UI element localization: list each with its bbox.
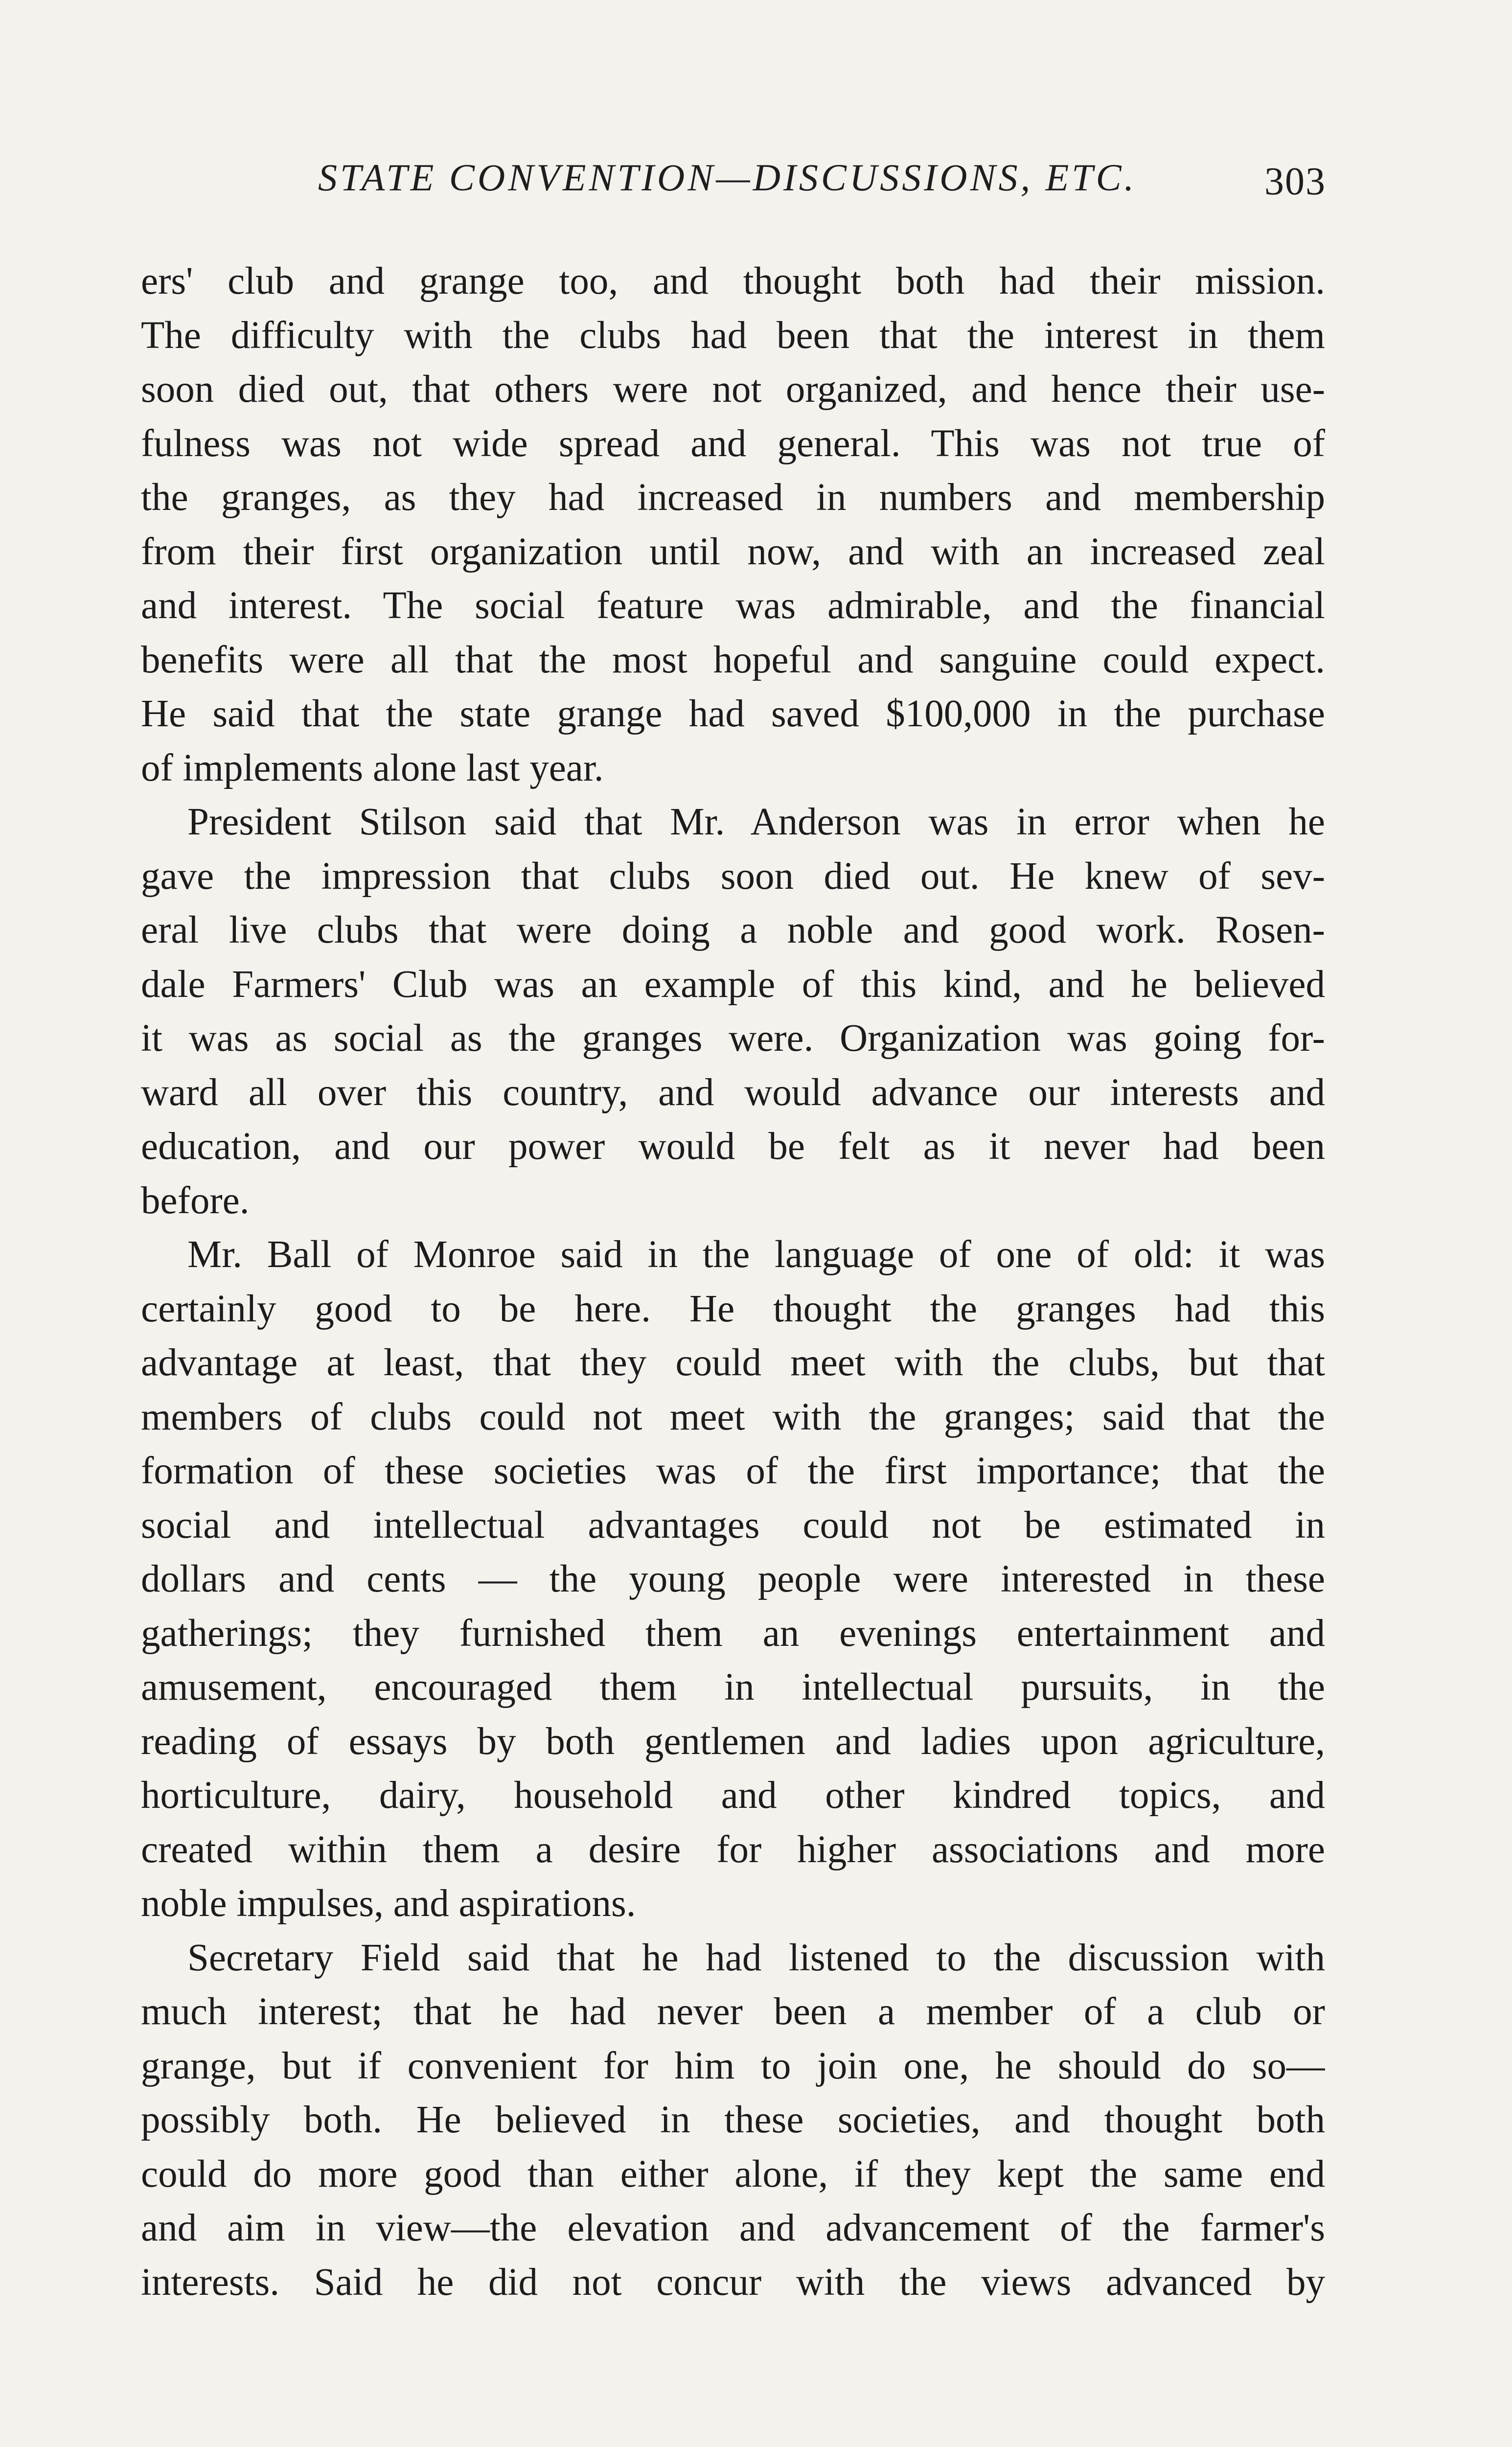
- text-line: grange, but if convenient for him to join one, he should do so—: [141, 2044, 1325, 2087]
- text-line: created within them a desire for higher associations and more: [141, 1828, 1325, 1871]
- text-line: amusement, encouraged them in intellectual pursuits, in the: [141, 1666, 1325, 1708]
- text-line: ers' club and grange too, and thought both had their mission.: [141, 260, 1325, 302]
- paragraph: [141, 1931, 1325, 2310]
- text-line: Secretary Field said that he had listened to the discussion with: [187, 1936, 1325, 1979]
- text-line: horticulture, dairy, household and other kindred topics, and: [141, 1774, 1325, 1817]
- text-line: members of clubs could not meet with the granges; said that the: [141, 1395, 1325, 1438]
- page-header: [142, 156, 1326, 209]
- text-line: fulness was not wide spread and general. This was not true of: [141, 422, 1325, 465]
- text-line: soon died out, that others were not organized, and hence their use-: [141, 368, 1325, 411]
- text-line: certainly good to be here. He thought the granges had this: [141, 1287, 1325, 1330]
- text-line: dale Farmers' Club was an example of this kind, and he believed: [141, 963, 1325, 1006]
- text-line: gatherings; they furnished them an evenings entertainment and: [141, 1612, 1325, 1655]
- text-line: from their first organization until now, and with an increased zeal: [141, 530, 1325, 573]
- text-line: education, and our power would be felt as it never had been: [141, 1125, 1325, 1168]
- text-line: The difficulty with the clubs had been that the interest in them: [141, 314, 1325, 357]
- body-text: [141, 254, 1325, 2309]
- text-line: of implements alone last year.: [141, 746, 604, 789]
- text-line: dollars and cents — the young people were interested in these: [141, 1558, 1325, 1600]
- page-number: 303: [1264, 160, 1326, 203]
- text-line: could do more good than either alone, if they kept the same end: [141, 2152, 1325, 2195]
- text-line: and interest. The social feature was admirable, and the financial: [141, 584, 1325, 627]
- text-line: much interest; that he had never been a member of a club or: [141, 1990, 1325, 2033]
- text-line: noble impulses, and aspirations.: [141, 1882, 636, 1925]
- paragraph: [141, 1228, 1325, 1931]
- text-line: President Stilson said that Mr. Anderson was in error when he: [187, 801, 1325, 843]
- text-line: before.: [141, 1179, 250, 1222]
- text-line: formation of these societies was of the first importance; that the: [141, 1450, 1325, 1492]
- text-line: Mr. Ball of Monroe said in the language of one of old: it was: [187, 1233, 1325, 1276]
- text-line: reading of essays by both gentlemen and ladies upon agriculture,: [141, 1720, 1325, 1763]
- text-line: ward all over this country, and would advance our interests and: [141, 1071, 1325, 1114]
- text-line: advantage at least, that they could meet with the clubs, but that: [141, 1341, 1325, 1384]
- text-line: eral live clubs that were doing a noble and good work. Rosen-: [141, 909, 1325, 951]
- text-line: interests. Said he did not concur with the views advanced by: [141, 2261, 1325, 2304]
- running-head: STATE CONVENTION—DISCUSSIONS, ETC.: [318, 156, 1137, 199]
- paragraph: [141, 254, 1325, 795]
- text-line: He said that the state grange had saved $100,000 in the purchase: [141, 693, 1325, 735]
- text-line: the granges, as they had increased in numbers and membership: [141, 476, 1325, 519]
- text-line: gave the impression that clubs soon died out. He knew of sev-: [141, 854, 1325, 898]
- text-line: it was as social as the granges were. Organization was going for-: [141, 1017, 1325, 1060]
- text-line: benefits were all that the most hopeful and sanguine could expect.: [141, 638, 1325, 681]
- text-line: and aim in view—the elevation and advancement of the farmer's: [141, 2207, 1325, 2249]
- text-line: social and intellectual advantages could not be estimated in: [141, 1503, 1325, 1547]
- paragraph: [141, 795, 1325, 1228]
- text-line: possibly both. He believed in these societies, and thought both: [141, 2099, 1325, 2141]
